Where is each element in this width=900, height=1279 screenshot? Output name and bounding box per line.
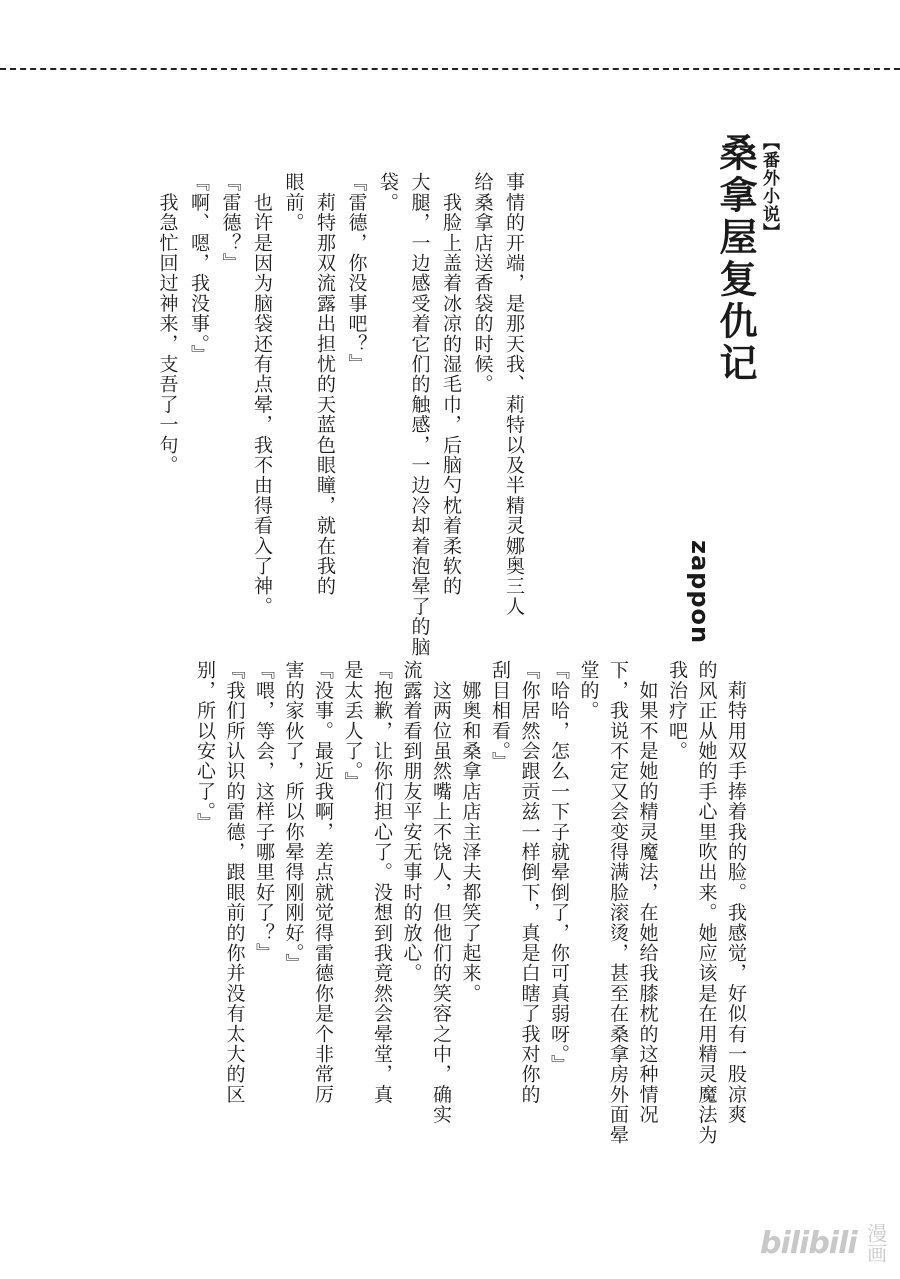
- text-column: 『啊、嗯，我没事。』: [188, 172, 210, 365]
- text-column: 莉特用双手捧着我的脸。我感觉，好似有一股凉爽: [725, 660, 747, 1125]
- text-column: 眼前。: [282, 172, 305, 233]
- text-column: 『抱歉，让你们担心了。没想到我竟然会晕堂，真: [371, 660, 393, 1105]
- text-column: 是太丢人了。』: [341, 660, 364, 792]
- text-column: 我脸上盖着冰凉的湿毛巾，后脑勺枕着柔软的: [440, 172, 462, 597]
- text-column: 『喂，等会，这样子哪里好了？』: [253, 660, 275, 963]
- bilibili-watermark: [760, 1218, 887, 1268]
- text-column: 事情的开端，是那天我、莉特以及半精灵娜奥三人: [503, 172, 525, 617]
- watermark-label: 漫画: [863, 1223, 888, 1263]
- text-column: 别，所以安心了。』: [194, 660, 216, 833]
- text-column: 莉特那双流露出担忧的天蓝色眼瞳，就在我的: [314, 172, 336, 597]
- text-column: 『我们所认识的雷德，跟眼前的你并没有太大的区: [223, 660, 246, 1105]
- text-column: 如果不是她的精灵魔法，在她给我膝枕的这种情况: [636, 660, 659, 1125]
- watermark-logo: bilibili: [760, 1225, 857, 1261]
- text-column: 『雷德，你没事吧？』: [345, 172, 368, 374]
- text-column: 流露着看到朋友平安无事时的放心。: [400, 660, 423, 984]
- text-column: 下，我说不定又会变得满脸滚烫，甚至在桑拿房外面晕: [607, 660, 629, 1145]
- text-column: 『没事。最近我啊，差点就觉得雷德你是个非常厉: [312, 660, 334, 1105]
- text-column: 『哈哈，怎么一下子就晕倒了，你可真弱呀。』: [548, 660, 570, 1075]
- page-title: 桑拿屋复仇记: [713, 133, 757, 385]
- text-column: 这两位虽然嘴上不饶人，但他们的笑容之中，确实: [430, 660, 452, 1125]
- section-label: 【番外小说】: [759, 133, 779, 241]
- text-column: 我急忙回过神来，支吾了一句。: [156, 172, 179, 475]
- author-name: zappon: [686, 540, 714, 645]
- text-column: 『你居然会跟贡兹一样倒下，真是白瞎了我对你的: [518, 660, 541, 1105]
- text-column: 袋。: [377, 172, 399, 213]
- text-column: 害的家伙了，所以你晕得刚刚好。』: [282, 660, 305, 974]
- dashed-divider: [0, 68, 900, 70]
- text-column: 我治疗吧。: [666, 660, 688, 761]
- text-column: 『雷德？』: [219, 172, 242, 273]
- text-column: 娜奥和桑拿店店主泽夫都笑了起来。: [459, 660, 482, 1004]
- text-column: 的风正从她的手心里吹出来。她应该是在用精灵魔法为: [695, 660, 718, 1145]
- text-column: 给桑拿店送香袋的时候。: [471, 172, 494, 395]
- text-column: 刮目相看。』: [489, 660, 511, 772]
- text-column: 也许是因为脑袋还有点晕，我不由得看入了神。: [251, 172, 273, 617]
- text-column: 堂的。: [577, 660, 600, 721]
- text-column: 大腿，一边感受着它们的触感，一边冷却着泡晕了的脑: [408, 172, 431, 657]
